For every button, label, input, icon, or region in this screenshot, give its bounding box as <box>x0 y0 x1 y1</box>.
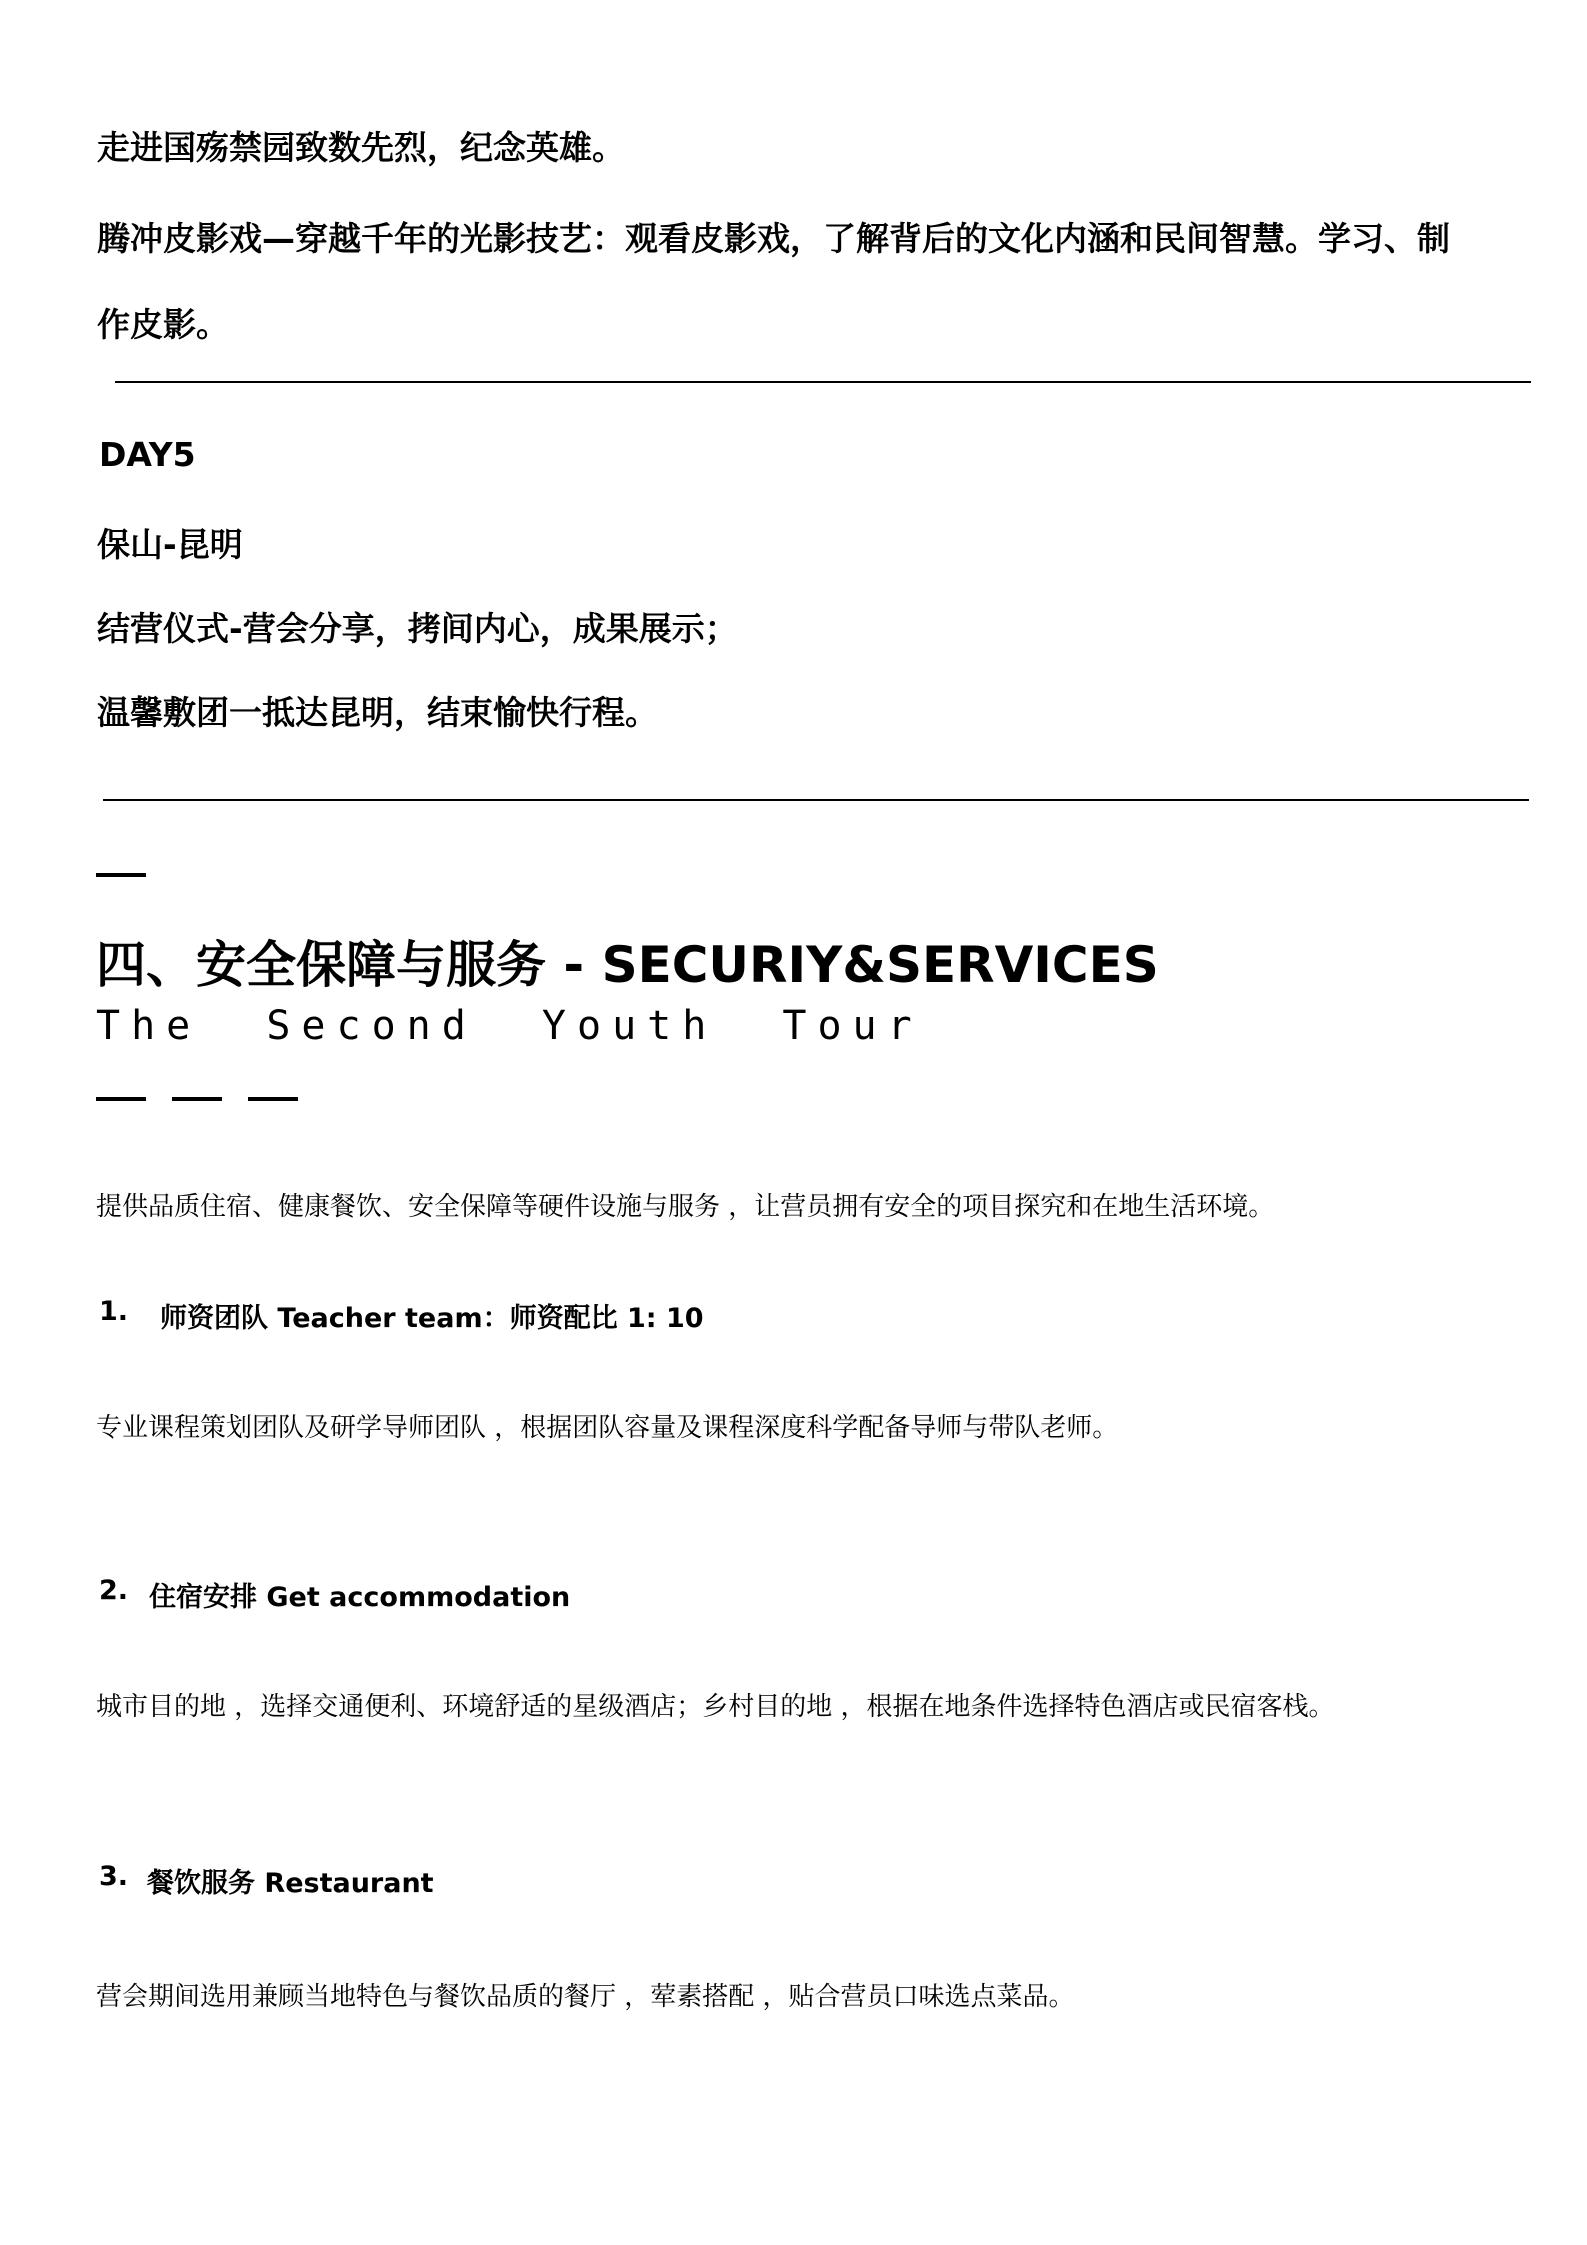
item-desc-restaurant: 营会期间选用兼顾当地特色与餐饮品质的餐厅 ，荤素搭配 ，贴合营员口味选点菜品。 <box>96 1982 1075 2012</box>
text-line-memorial: 走进国殇禁园致数先烈，纪念英雄。 <box>97 128 625 167</box>
subtitle-dash <box>172 1097 222 1101</box>
section-intro: 提供品质住宿、健康餐饮、安全保障等硬件设施与服务 ，让营员拥有安全的项目探究和在地生活环境。 <box>96 1192 1275 1222</box>
item-desc-teacher-team: 专业课程策划团队及研学导师团队 ，根据团队容量及课程深度科学配备导师与带队老师。 <box>96 1413 1119 1443</box>
day5-title: DAY5 <box>99 435 196 474</box>
item-number: 1. <box>99 1296 129 1327</box>
item-number: 2. <box>99 1575 129 1606</box>
text-line-shadow-puppet-cont: 作皮影。 <box>97 305 229 344</box>
item-title-accommodation: 住宿安排 Get accommodation <box>149 1582 571 1613</box>
day5-item-return: 温馨敷团一抵达昆明，结束愉快行程。 <box>97 693 658 732</box>
item-number: 3. <box>99 1861 129 1892</box>
heading-dash <box>96 873 146 877</box>
day5-item-closing: 结营仪式-营会分享，拷间内心，成果展示； <box>97 609 738 648</box>
divider <box>115 381 1531 383</box>
section-subtitle: The Second Youth Tour <box>96 1003 923 1049</box>
item-desc-accommodation: 城市目的地 ，选择交通便利、环境舒适的星级酒店；乡村目的地 ，根据在地条件选择特色酒店或民宿客栈。 <box>96 1692 1335 1722</box>
section-heading: 四、安全保障与服务 - SECURIY&SERVICES <box>96 936 1159 994</box>
day5-route: 保山-昆明 <box>97 525 243 564</box>
subtitle-dash <box>248 1097 298 1101</box>
subtitle-dash <box>96 1097 146 1101</box>
text-line-shadow-puppet: 腾冲皮影戏—穿越千年的光影技艺：观看皮影戏，了解背后的文化内涵和民间智慧。学习、制 <box>97 219 1450 258</box>
item-title-restaurant: 餐饮服务 Restaurant <box>147 1868 434 1899</box>
item-title-teacher-team: 师资团队 Teacher team：师资配比 1: 10 <box>160 1303 704 1334</box>
divider <box>103 799 1529 801</box>
